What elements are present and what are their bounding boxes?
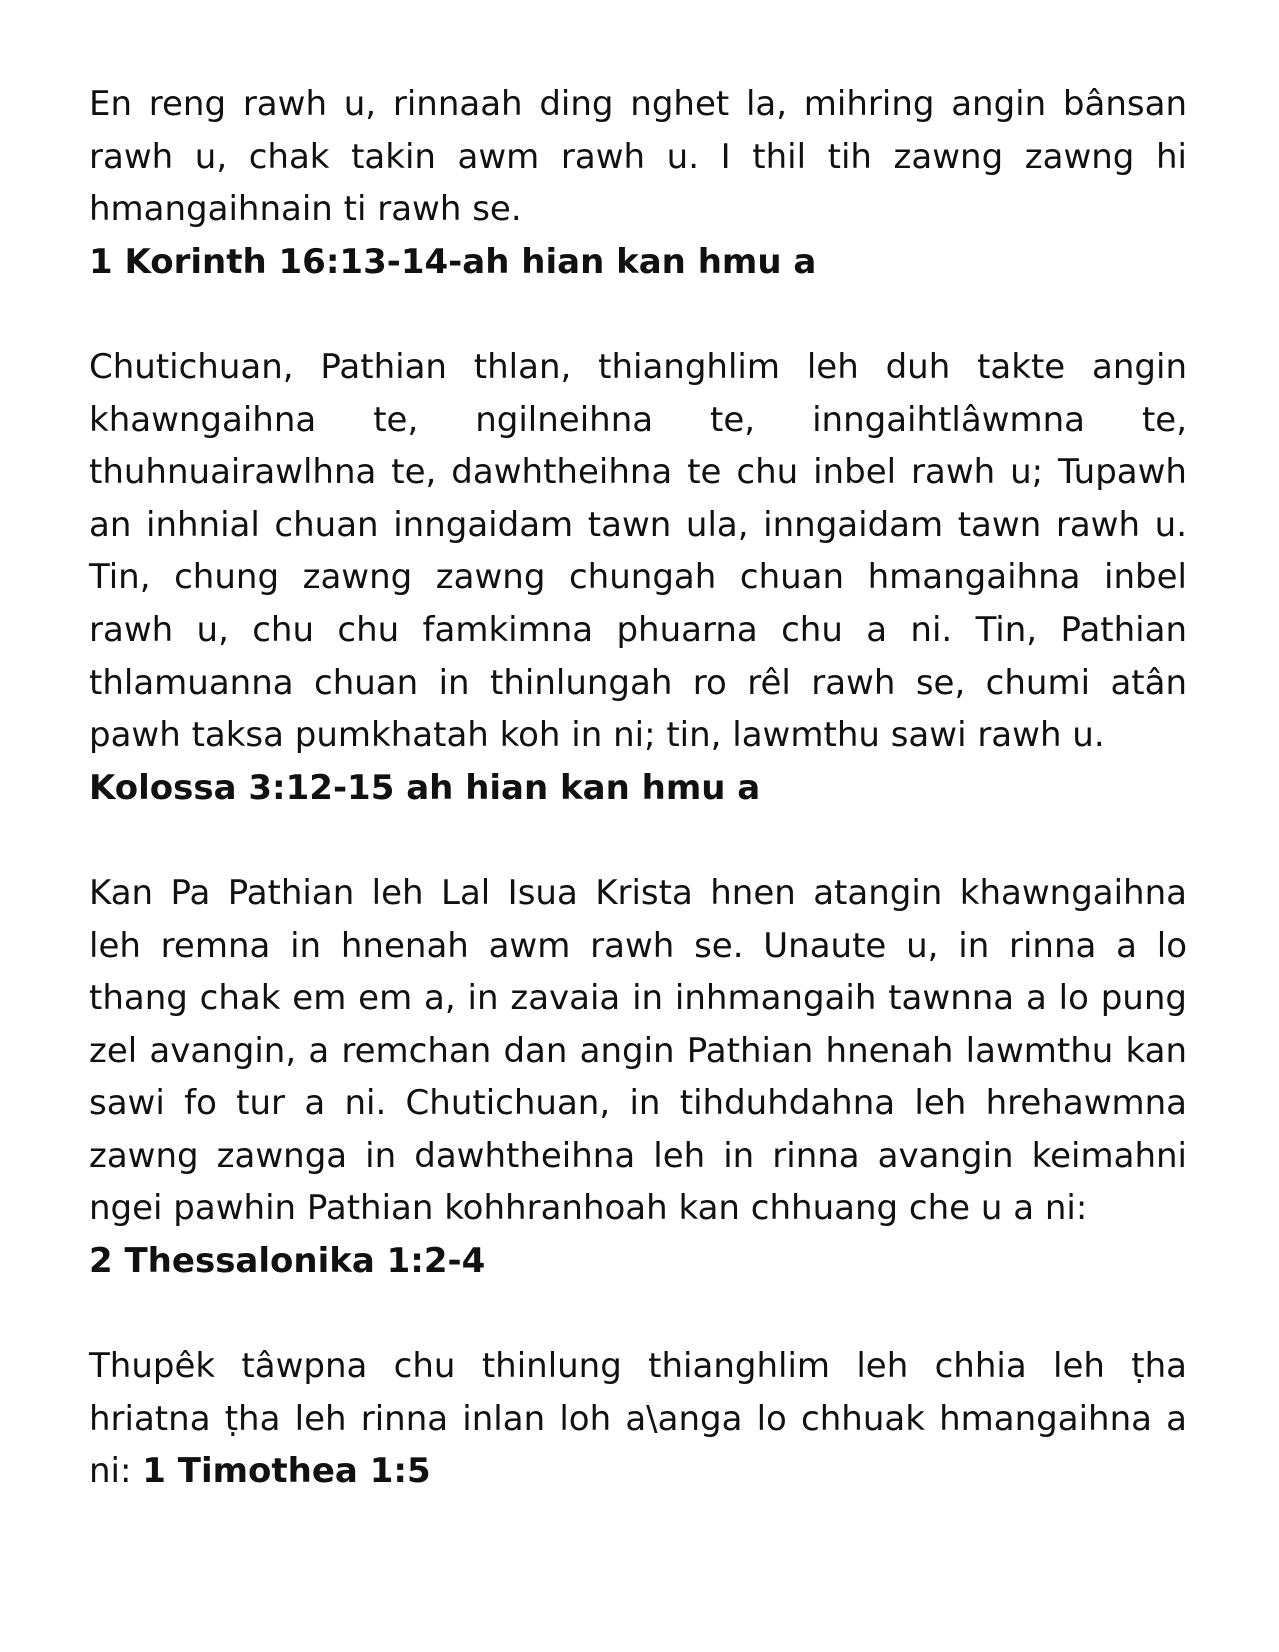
passage-text: Kan Pa Pathian leh Lal Isua Krista hnen atangin khawngaihna leh remna in hnenah awm rawh se. Unaute u, in rinna a lo thang chak em em a, in zavaia in inhmangaih tawnna a lo pung zel avangin, a remchan dan angin Pathian hnenah lawmthu kan sawi fo tur a ni. Chutichuan, in tihduhdahna leh hrehawmna zawng zawnga in dawhtheihna leh in rinna avangin keimahni ngei pawhin Pathian kohhranhoah kan chhuang che u a ni: bbox=[89, 872, 1187, 1229]
passage-text-with-inline-reference bbox=[89, 1340, 1187, 1498]
passage-reference: 1 Timothea 1:5 bbox=[142, 1451, 431, 1492]
paragraph-spacer bbox=[89, 814, 1187, 867]
passage-text: En reng rawh u, rinnaah ding nghet la, mihring angin bânsan rawh u, chak takin awm rawh u. I thil tih zawng zawng hi hmangaihnain ti rawh se. bbox=[89, 84, 1187, 230]
passage-text: Thupêk tâwpna chu thinlung thianghlim leh chhia leh ṭha hriatna ṭha leh rinna inlan loh a\anga lo chhuak hmangaihna a ni: bbox=[89, 1346, 1187, 1492]
passage-text: Chutichuan, Pathian thlan, thianghlim leh duh takte angin khawngaihna te, ngilneihna te, inngaihtlâwmna te, thuhnuairawlhna te, dawhtheihna te chu inbel rawh u; Tupawh an inhnial chuan inngaidam tawn ula, inngaidam tawn rawh u. Tin, chung zawng zawng chungah chuan hmangaihna inbel rawh u, chu chu famkimna phuarna chu a ni. Tin, Pathian thlamuanna chuan in thinlungah ro rêl rawh se, chumi atân pawh taksa pumkhatah koh in ni; tin, lawmthu sawi rawh u. bbox=[89, 346, 1187, 756]
paragraph-spacer bbox=[89, 1288, 1187, 1341]
passage-reference: Kolossa 3:12-15 ah hian kan hmu a bbox=[89, 767, 761, 808]
document-page bbox=[89, 78, 1187, 1498]
paragraph-spacer bbox=[89, 288, 1187, 341]
passage-reference: 1 Korinth 16:13-14-ah hian kan hmu a bbox=[89, 241, 817, 282]
passage-reference: 2 Thessalonika 1:2-4 bbox=[89, 1241, 486, 1282]
